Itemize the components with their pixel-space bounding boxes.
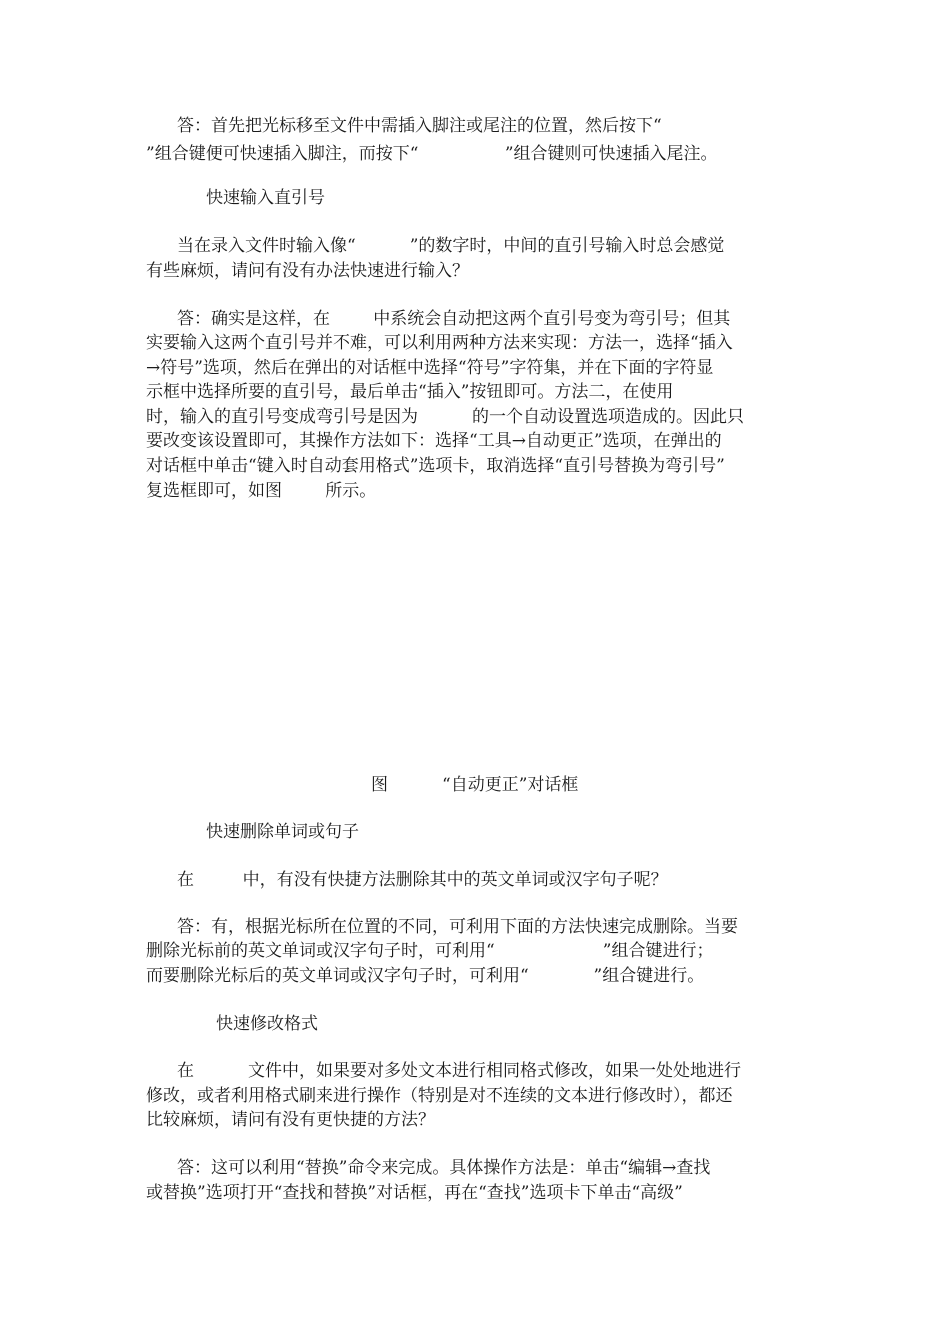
para3-line5: 时，输入的直引号变成弯引号是因为 的一个自动设置选项造成的。因此只 xyxy=(146,407,745,427)
para1-line1: 答：首先把光标移至文件中需插入脚注或尾注的位置，然后按下“ xyxy=(177,116,662,136)
para5-line2: 删除光标前的英文单词或汉字句子时，可利用“ ”组合键进行； xyxy=(146,941,714,961)
para3-line4: 示框中选择所要的直引号，最后单击“插入”按钮即可。方法二，在使用 xyxy=(146,382,674,402)
para2-line2: 有些麻烦，请问有没有办法快速进行输入？ xyxy=(146,261,469,281)
para3-line6: 要改变该设置即可，其操作方法如下：选择“工具→自动更正”选项，在弹出的 xyxy=(146,431,722,451)
para3-line2: 实要输入这两个直引号并不难，可以利用两种方法来实现：方法一，选择“插入 xyxy=(146,333,733,353)
heading-quick-delete: 快速删除单词或句子 xyxy=(206,822,359,842)
para7-line2: 或替换”选项打开“查找和替换”对话框，再在“查找”选项卡下单击“高级” xyxy=(146,1183,683,1203)
para6-line2: 修改，或者利用格式刷来进行操作（特别是对不连续的文本进行修改时），都还 xyxy=(146,1086,733,1106)
para3-line1: 答：确实是这样，在 中系统会自动把这两个直引号变为弯引号；但其 xyxy=(177,309,731,329)
para3-line8: 复选框即可，如图 所示。 xyxy=(146,481,377,501)
para5-line1: 答：有，根据光标所在位置的不同，可利用下面的方法快速完成删除。当要 xyxy=(177,917,738,937)
para6-line3: 比较麻烦，请问有没有更快捷的方法？ xyxy=(146,1110,435,1130)
para5-line3: 而要删除光标后的英文单词或汉字句子时，可利用“ ”组合键进行。 xyxy=(146,966,705,986)
para3-line7: 对话框中单击“键入时自动套用格式”选项卡，取消选择“直引号替换为弯引号” xyxy=(146,456,725,476)
heading-quick-straight-quotes: 快速输入直引号 xyxy=(206,188,325,208)
para4-line1: 在 中，有没有快捷方法删除其中的英文单词或汉字句子呢？ xyxy=(177,870,668,890)
para2-line1: 当在录入文件时输入像“ ”的数字时，中间的直引号输入时总会感觉 xyxy=(177,236,725,256)
para1-line2: ”组合键便可快速插入脚注，而按下“ ”组合键则可快速插入尾注。 xyxy=(146,144,718,164)
para3-line3: →符号”选项，然后在弹出的对话框中选择“符号”字符集，并在下面的字符显 xyxy=(146,358,714,378)
heading-quick-format: 快速修改格式 xyxy=(216,1014,318,1034)
para6-line1: 在 文件中，如果要对多处文本进行相同格式修改，如果一处处地进行 xyxy=(177,1061,742,1081)
figure-caption: 图 “自动更正”对话框 xyxy=(371,775,579,795)
para7-line1: 答：这可以利用“替换”命令来完成。具体操作方法是：单击“编辑→查找 xyxy=(177,1158,711,1178)
